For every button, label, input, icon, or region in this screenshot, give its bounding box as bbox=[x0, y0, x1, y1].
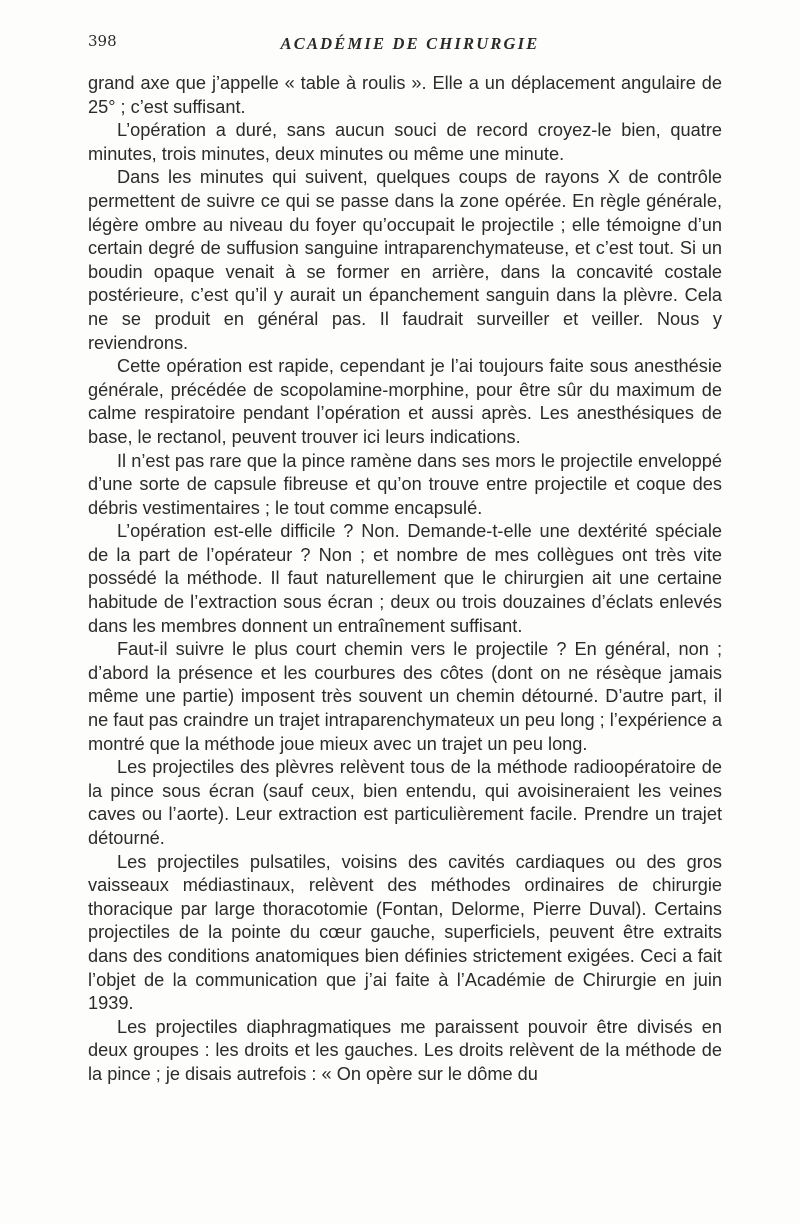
paragraph-7: Faut-il suivre le plus court chemin vers le projectile ? En général, non ; d’abord la présence et les courbures des côtes (dont on ne résèque jamais même une partie) imposent très souvent un chemin détourné. D’autre part, il ne faut pas craindre un trajet intraparenchymateux un peu long ; l’expérience a montré que la méthode joue mieux avec un trajet un peu long. bbox=[88, 639, 722, 754]
paragraph-3: Dans les minutes qui suivent, quelques coups de rayons X de contrôle permettent de suivre ce qui se passe dans la zone opérée. En règle générale, légère ombre au niveau du foyer qu’occupait le projectile ; elle témoigne d’un certain degré de suffusion sanguine intraparenchymateuse, et c’est tout. Si un boudin opaque venait à se former en arrière, dans la concavité costale postérieure, c’est qu’il y aurait un épanchement sanguin dans la plèvre. Cela ne se produit en général pas. Il faudrait surveiller et veiller. Nous y reviendrons. bbox=[88, 167, 722, 353]
paragraph-2: L’opération a duré, sans aucun souci de record croyez-le bien, quatre minutes, trois minutes, deux minutes ou même une minute. bbox=[88, 120, 722, 164]
paragraph-10: Les projectiles diaphragmatiques me paraissent pouvoir être divisés en deux groupes : les droits et les gauches. Les droits relèvent de la méthode de la pince ; je disais autrefois : « On opère sur le dôme du bbox=[88, 1016, 722, 1084]
paragraph-1: grand axe que j’appelle « table à roulis ». Elle a un déplacement angulaire de 25° ; c’est suffisant. bbox=[88, 73, 722, 117]
paragraph-5: Il n’est pas rare que la pince ramène dans ses mors le projectile enveloppé d’une sorte de capsule fibreuse et qu’on trouve entre projectile et coque des débris vestimentaires ; le tout comme encapsulé. bbox=[88, 450, 722, 518]
paragraph-6: L’opération est-elle difficile ? Non. Demande-t-elle une dextérité spéciale de la part de l’opérateur ? Non ; et nombre de mes collègues ont très vite possédé la méthode. Il faut naturellement que le chirurgien ait une certaine habitude de l’extraction sous écran ; deux ou trois douzaines d’éclats enlevés dans les membres donnent un entraînement suffisant. bbox=[88, 521, 722, 636]
paragraph-9: Les projectiles pulsatiles, voisins des cavités cardiaques ou des gros vaisseaux médiastinaux, relèvent des méthodes ordinaires de chirurgie thoracique par large thoracotomie (Fontan, Delorme, Pierre Duval). Certains projectiles de la pointe du cœur gauche, superficiels, peuvent être extraits dans des conditions anatomiques bien définies strictement exigées. Ceci a fait l’objet de la communication que j’ai faite à l’Académie de Chirurgie en juin 1939. bbox=[88, 851, 722, 1014]
body-text bbox=[88, 72, 722, 1087]
page-header bbox=[0, 30, 800, 60]
paragraph-8: Les projectiles des plèvres relèvent tous de la méthode radioopératoire de la pince sous écran (sauf ceux, bien entendu, qui avoisineraient les veines caves ou l’aorte). Leur extraction est particulièrement facile. Prendre un trajet détourné. bbox=[88, 757, 722, 848]
paragraph-4: Cette opération est rapide, cependant je l’ai toujours faite sous anesthésie générale, précédée de scopolamine-morphine, pour être sûr du maximum de calme respiratoire pendant l’opération et aussi après. Les anesthésiques de base, le rectanol, peuvent trouver ici leurs indications. bbox=[88, 356, 722, 447]
running-title: ACADÉMIE DE CHIRURGIE bbox=[280, 34, 540, 53]
page-number: 398 bbox=[88, 32, 117, 50]
